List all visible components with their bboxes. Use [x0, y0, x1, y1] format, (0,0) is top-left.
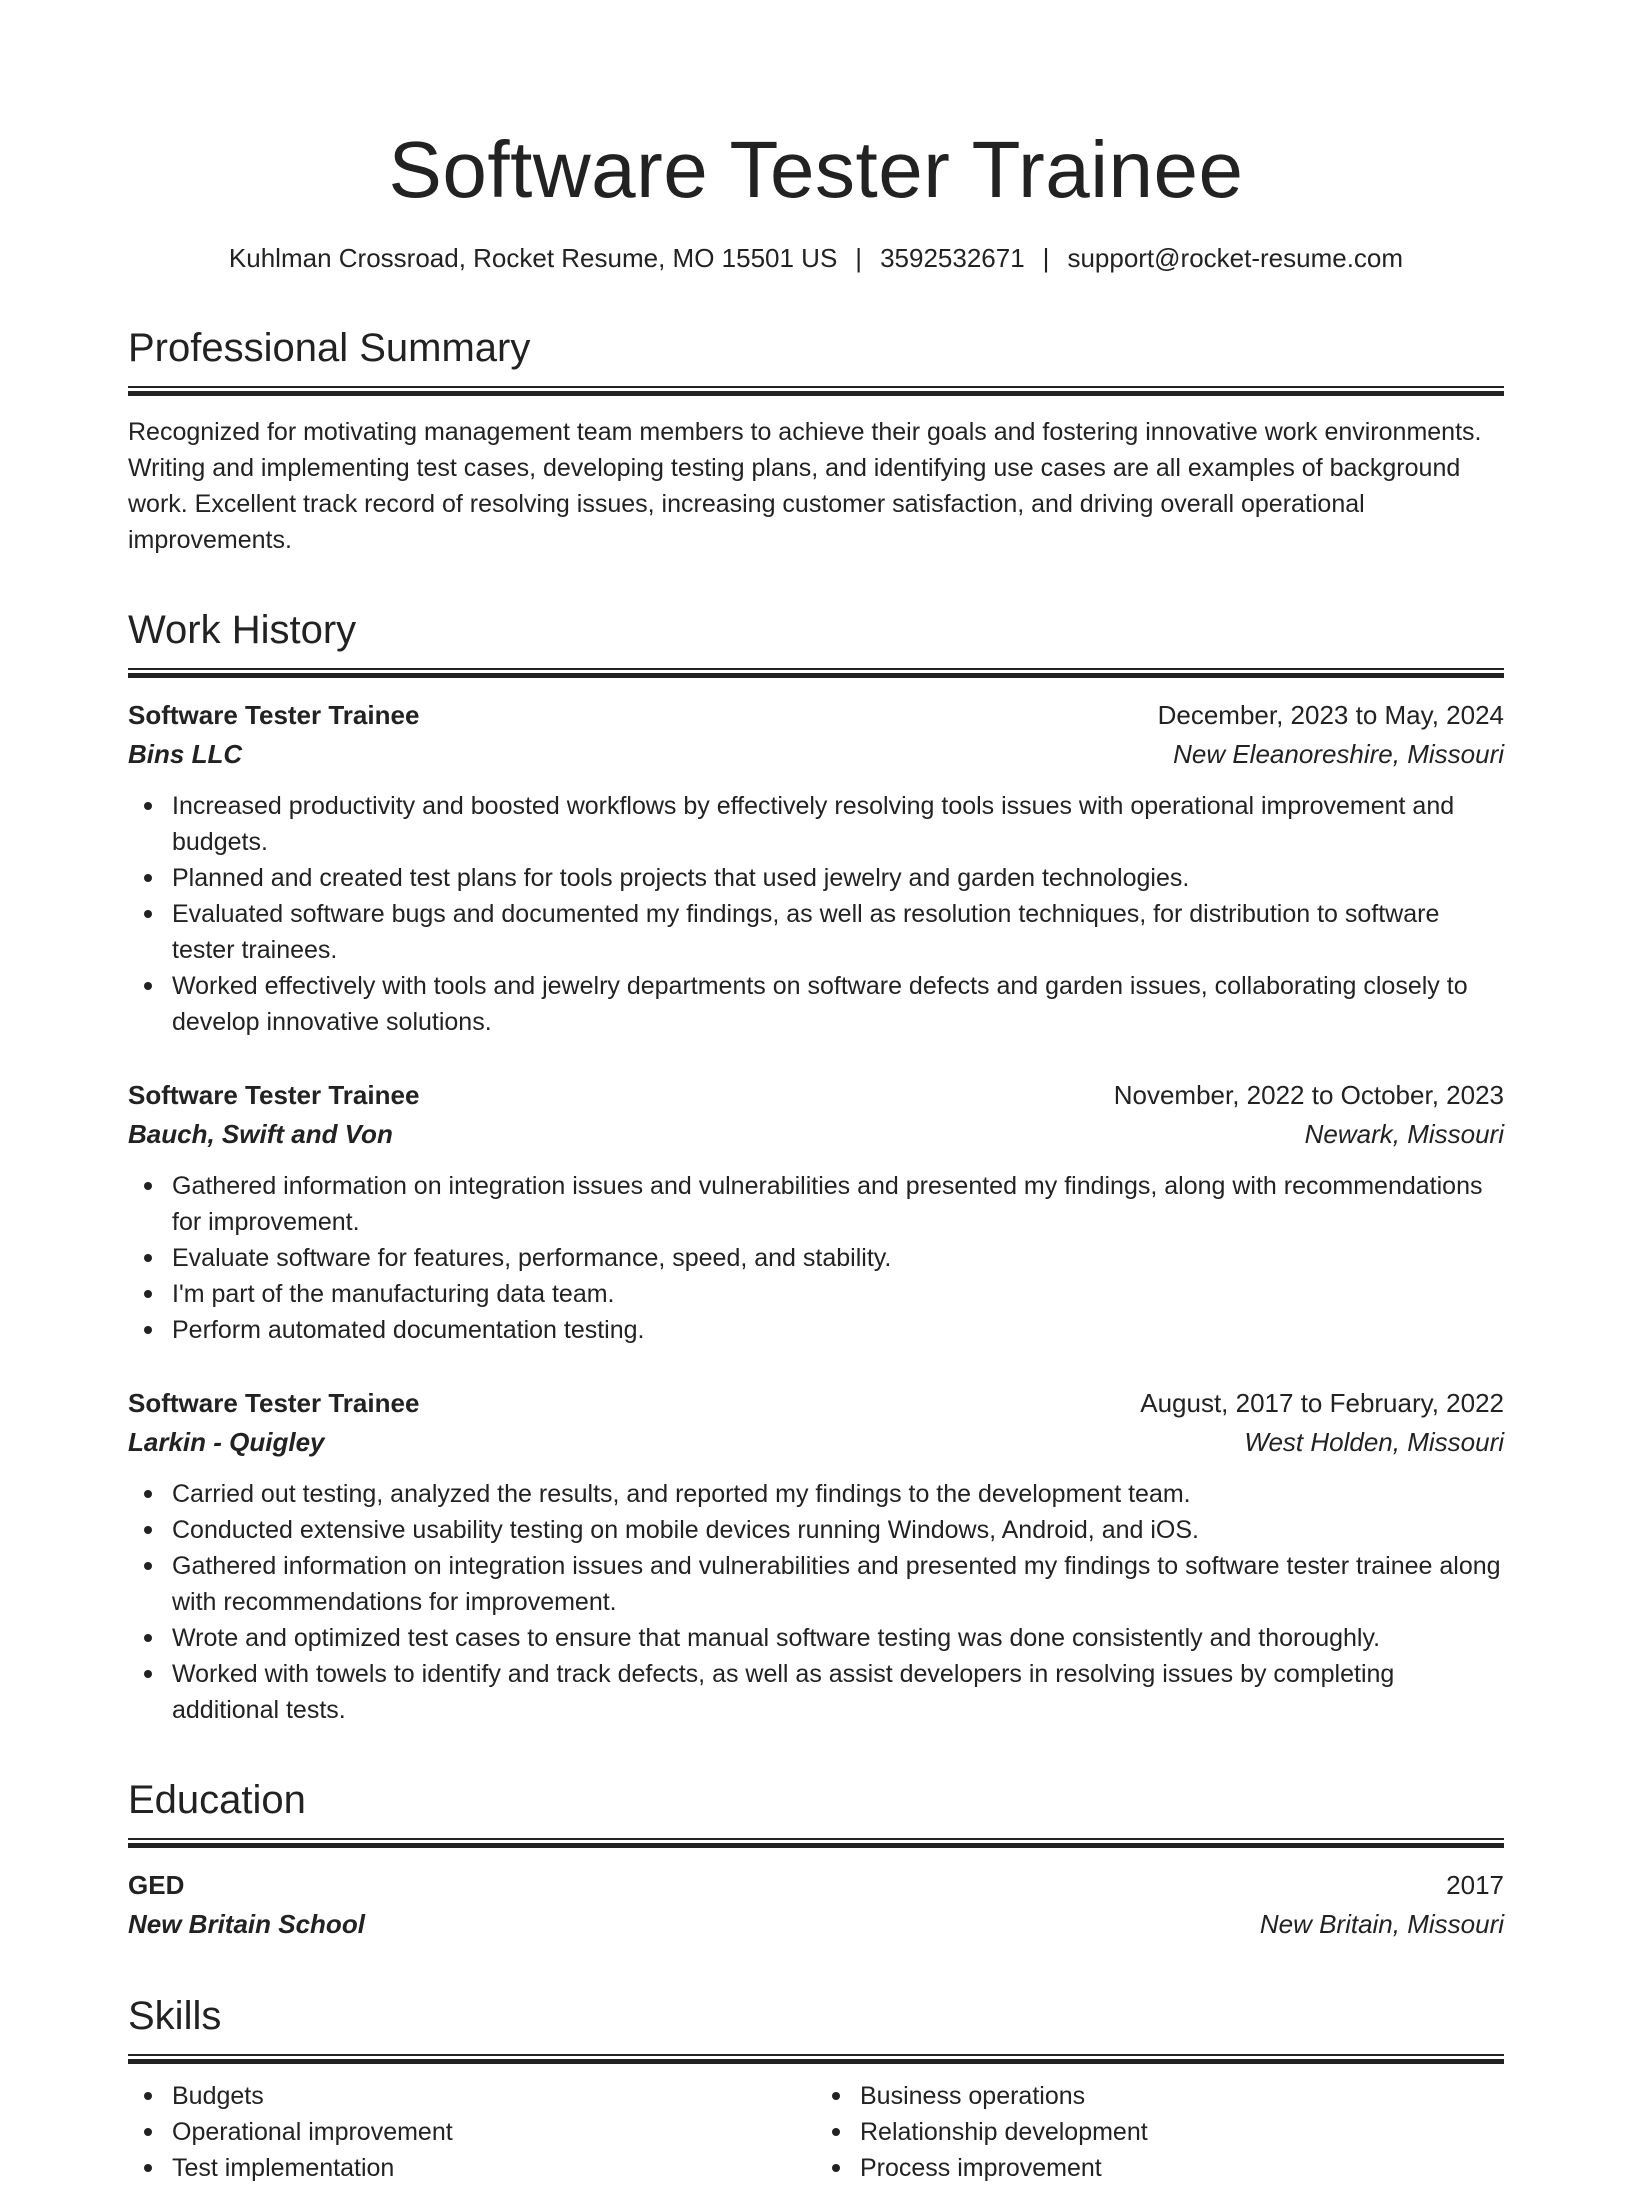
- job-entry: [128, 1076, 1504, 1348]
- job-bullet: I'm part of the manufacturing data team.: [172, 1276, 1504, 1312]
- skill-item: Test implementation: [172, 2150, 816, 2186]
- contact-separator: |: [855, 243, 863, 273]
- job-bullet: Wrote and optimized test cases to ensure that manual software testing was done consistently and thoroughly.: [172, 1620, 1504, 1656]
- job-bullets: [128, 788, 1504, 1040]
- education-header-row: [128, 1866, 1504, 1905]
- section-divider: [128, 2054, 1504, 2064]
- section-divider: [128, 386, 1504, 396]
- education-degree: GED: [128, 1870, 185, 1900]
- contact-address: Kuhlman Crossroad, Rocket Resume, MO 15501 US: [228, 243, 838, 273]
- section-heading-skills: Skills: [128, 1994, 222, 2038]
- skills-column-left: [128, 2078, 816, 2186]
- job-bullet: Planned and created test plans for tools projects that used jewelry and garden technologies.: [172, 860, 1504, 896]
- education-entry: [128, 1866, 1504, 1944]
- job-title: Software Tester Trainee: [128, 1388, 420, 1418]
- job-bullet: Worked effectively with tools and jewelry departments on software defects and garden issues, collaborating closely to develop innovative solutions.: [172, 968, 1504, 1040]
- job-title: Software Tester Trainee: [128, 1080, 420, 1110]
- job-company-row: [128, 1423, 1504, 1462]
- contact-line: [128, 240, 1504, 276]
- job-location: Newark, Missouri: [1304, 1119, 1504, 1149]
- section-heading-work-history: Work History: [128, 608, 357, 652]
- skill-item: Business operations: [860, 2078, 1504, 2114]
- job-bullet: Gathered information on integration issues and vulnerabilities and presented my findings to software tester trainee along with recommendations for improvement.: [172, 1548, 1504, 1620]
- skill-item: Process improvement: [860, 2150, 1504, 2186]
- education-school: New Britain School: [128, 1909, 365, 1939]
- job-bullet: Worked with towels to identify and track defects, as well as assist developers in resolving issues by completing additional tests.: [172, 1656, 1504, 1728]
- job-bullet: Conducted extensive usability testing on mobile devices running Windows, Android, and iOS.: [172, 1512, 1504, 1548]
- job-bullet: Increased productivity and boosted workflows by effectively resolving tools issues with operational improvement and budgets.: [172, 788, 1504, 860]
- job-entry: [128, 1384, 1504, 1728]
- skills-section: [128, 1990, 1504, 2186]
- job-company: Bins LLC: [128, 739, 243, 769]
- job-header-row: [128, 1076, 1504, 1115]
- job-dates: November, 2022 to October, 2023: [1113, 1080, 1504, 1110]
- skill-item: Relationship development: [860, 2114, 1504, 2150]
- job-bullets: [128, 1476, 1504, 1728]
- job-company: Bauch, Swift and Von: [128, 1119, 393, 1149]
- job-bullet: Carried out testing, analyzed the results, and reported my findings to the development team.: [172, 1476, 1504, 1512]
- education-year: 2017: [1446, 1870, 1504, 1900]
- contact-email: support@rocket-resume.com: [1067, 243, 1404, 273]
- job-company: Larkin - Quigley: [128, 1427, 325, 1457]
- skills-column-right: [816, 2078, 1504, 2186]
- section-heading-education: Education: [128, 1778, 306, 1822]
- summary-section: [128, 322, 1504, 558]
- job-company-row: [128, 1115, 1504, 1154]
- resume-title: Software Tester Trainee: [388, 125, 1244, 214]
- education-location: New Britain, Missouri: [1259, 1909, 1504, 1939]
- job-bullets: [128, 1168, 1504, 1348]
- skill-item: Budgets: [172, 2078, 816, 2114]
- work-history-section: [128, 604, 1504, 1728]
- job-bullet: Evaluated software bugs and documented my findings, as well as resolution techniques, for distribution to software tester trainees.: [172, 896, 1504, 968]
- education-school-row: [128, 1905, 1504, 1944]
- job-location: West Holden, Missouri: [1244, 1427, 1504, 1457]
- section-divider: [128, 668, 1504, 678]
- contact-separator: |: [1042, 243, 1050, 273]
- job-header-row: [128, 1384, 1504, 1423]
- section-heading-summary: Professional Summary: [128, 326, 531, 370]
- summary-text: Recognized for motivating management team members to achieve their goals and fostering innovative work environments. Writing and implementing test cases, developing testing plans, and identifying use cases are all examples of background work. Excellent track record of resolving issues, increasing customer satisfaction, and driving overall operational improvements.: [128, 418, 1482, 554]
- job-header-row: [128, 696, 1504, 735]
- job-dates: August, 2017 to February, 2022: [1140, 1388, 1504, 1418]
- education-section: [128, 1774, 1504, 1944]
- job-bullet: Perform automated documentation testing.: [172, 1312, 1504, 1348]
- job-bullet: Evaluate software for features, performance, speed, and stability.: [172, 1240, 1504, 1276]
- contact-phone: 3592532671: [880, 243, 1025, 273]
- job-title: Software Tester Trainee: [128, 700, 420, 730]
- job-entry: [128, 696, 1504, 1040]
- job-company-row: [128, 735, 1504, 774]
- skill-item: Operational improvement: [172, 2114, 816, 2150]
- skills-grid: [128, 2078, 1504, 2186]
- section-divider: [128, 1838, 1504, 1848]
- job-location: New Eleanoreshire, Missouri: [1173, 739, 1504, 769]
- job-bullet: Gathered information on integration issues and vulnerabilities and presented my findings, along with recommendations for improvement.: [172, 1168, 1504, 1240]
- skills-list: [128, 2078, 816, 2186]
- job-dates: December, 2023 to May, 2024: [1157, 700, 1504, 730]
- skills-list: [816, 2078, 1504, 2186]
